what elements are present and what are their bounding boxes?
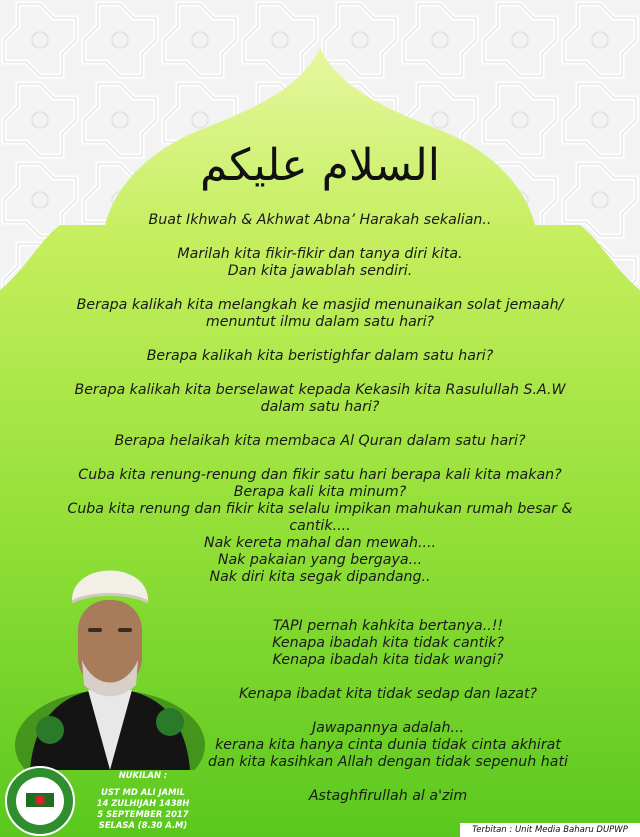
paragraph-6-line-3: Cuba kita renung dan fikir kita selalu impikan mahukan rumah besar & — [67, 501, 573, 517]
paragraph-8: Kenapa ibadat kita tidak sedap dan lazat? — [238, 686, 538, 702]
paragraph-6-line-1: Cuba kita renung-renung dan fikir satu hari berapa kali kita makan? — [78, 467, 562, 483]
paragraph-6-line-2: Berapa kali kita minum? — [233, 484, 407, 500]
paragraph-9-line-2: kerana kita hanya cinta dunia tidak cinta akhirat — [215, 737, 561, 753]
paragraph-3: Berapa kalikah kita beristighfar dalam satu hari? — [146, 348, 494, 364]
author-name: UST MD ALI JAMIL — [101, 787, 185, 797]
paragraph-2-line-2: menuntut ilmu dalam satu hari? — [205, 314, 435, 330]
publisher-credit: Terbitan : Unit Media Baharu DUPWP — [460, 823, 640, 837]
paragraph-6-line-4: cantik.... — [289, 518, 351, 534]
speaker-portrait-icon — [10, 540, 210, 770]
paragraph-9-line-1: Jawapannya adalah... — [311, 720, 464, 736]
paragraph-7-line-3: Kenapa ibadah kita tidak wangi? — [272, 652, 504, 668]
paragraph-1-line-2: Dan kita jawablah sendiri. — [227, 263, 413, 279]
main-message — [40, 212, 600, 586]
reflection-message — [188, 618, 588, 805]
closing-line: Astaghfirullah al a'zim — [308, 788, 468, 804]
arabic-greeting: السلام عليكم — [199, 140, 441, 191]
paragraph-7-line-1: TAPI pernah kahkita bertanya..!! — [272, 618, 504, 634]
paragraph-6-line-5: Nak kereta mahal dan mewah.... — [203, 535, 437, 551]
paragraph-9-line-3: dan kita kasihkan Allah dengan tidak sepenuh hati — [208, 754, 568, 770]
day-time: SELASA (8.30 A.M) — [98, 820, 188, 830]
nukilan-label: NUKILAN : — [118, 770, 168, 780]
paragraph-6-line-6: Nak pakaian yang bergaya... — [217, 552, 423, 568]
paragraph-6-line-7: Nak diri kita segak dipandang.. — [209, 569, 431, 585]
paragraph-5: Berapa helaikah kita membaca Al Quran dalam satu hari? — [114, 433, 526, 449]
paragraph-1-line-1: Marilah kita fikir-fikir dan tanya diri kita. — [177, 246, 463, 262]
paragraph-7-line-2: Kenapa ibadah kita tidak cantik? — [272, 635, 504, 651]
paragraph-4-line-1: Berapa kalikah kita berselawat kepada Kekasih kita Rasulullah S.A.W — [74, 382, 566, 398]
organization-seal-icon — [4, 765, 76, 837]
hijri-date: 14 ZULHIJAH 1438H — [96, 798, 190, 808]
intro-line: Buat Ikhwah & Akhwat Abna’ Harakah sekalian.. — [148, 212, 492, 228]
paragraph-2-line-1: Berapa kalikah kita melangkah ke masjid menunaikan solat jemaah/ — [76, 297, 564, 313]
author-attribution — [88, 770, 198, 831]
gregorian-date: 5 SEPTEMBER 2017 — [97, 809, 189, 819]
paragraph-4-line-2: dalam satu hari? — [260, 399, 380, 415]
